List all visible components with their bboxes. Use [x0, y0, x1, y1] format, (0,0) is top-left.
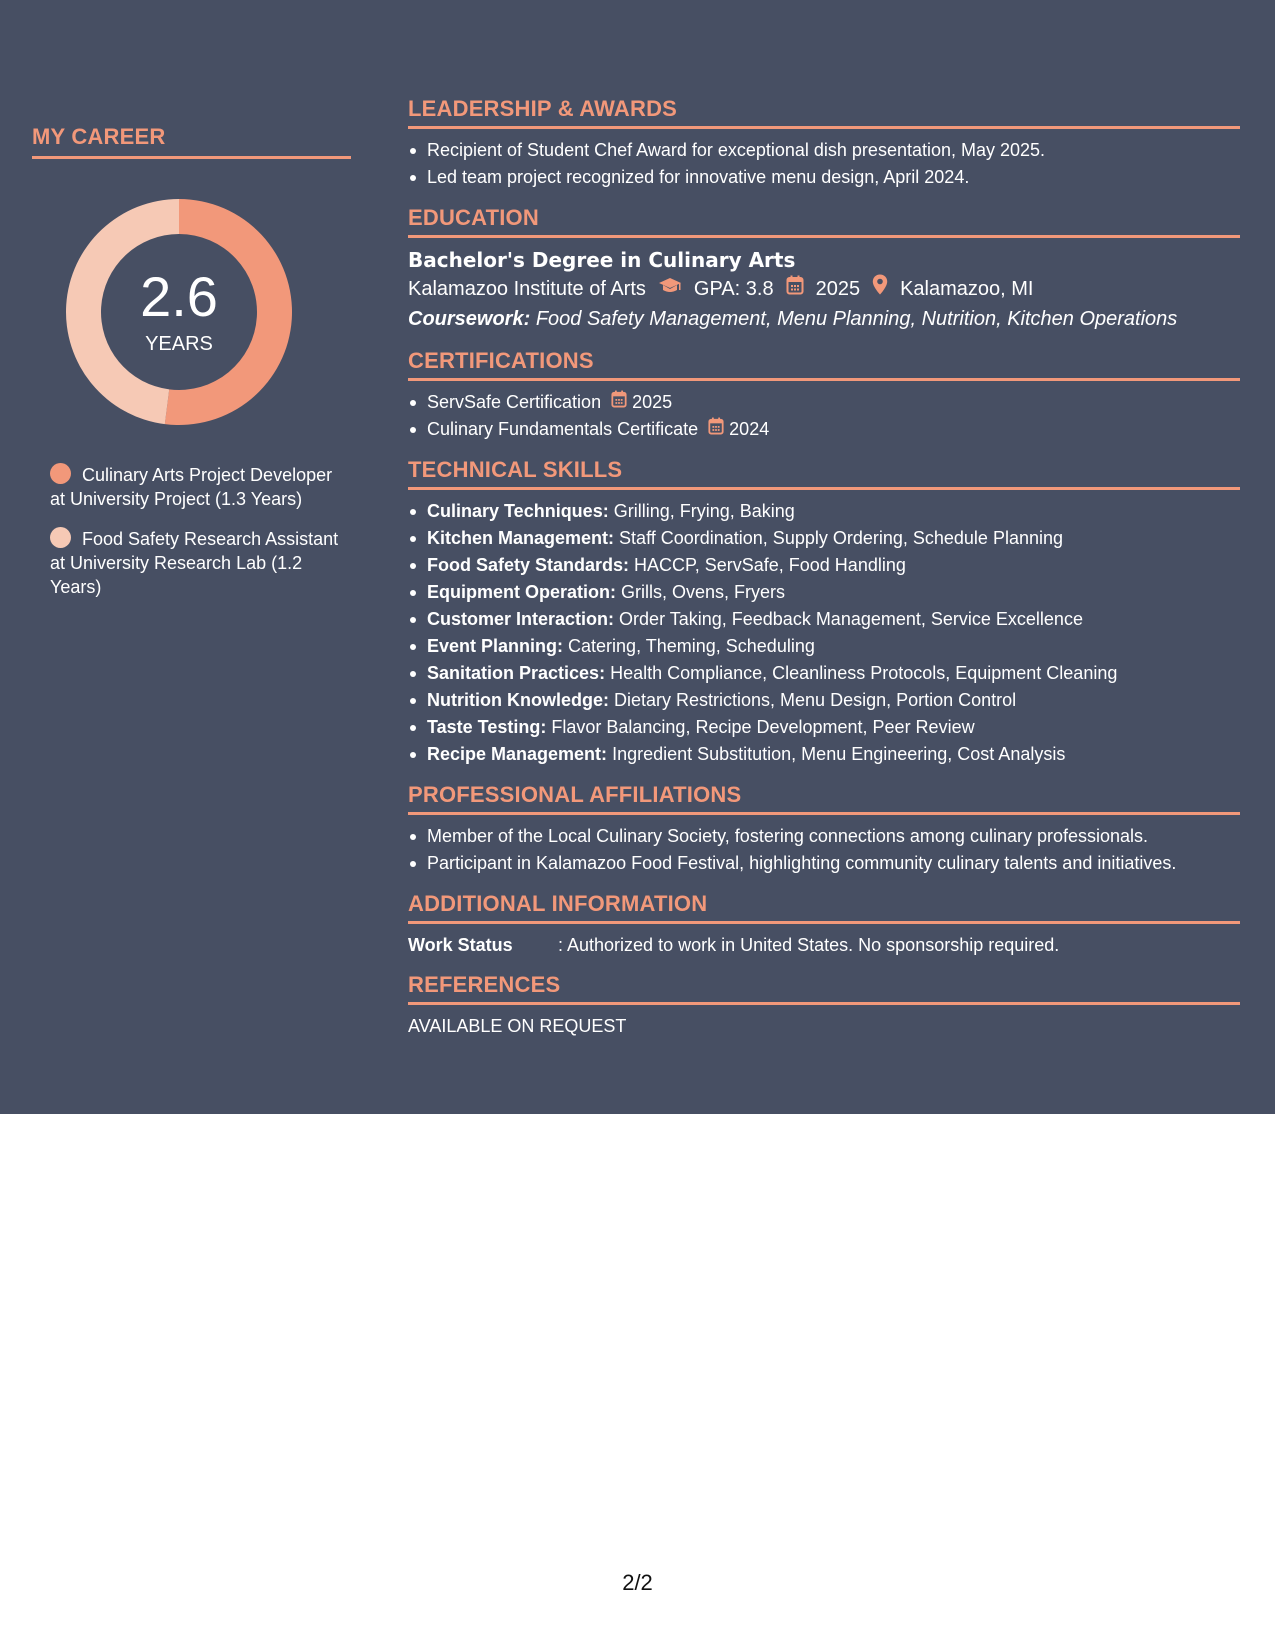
- education-details: [408, 274, 1240, 304]
- work-status-row: [408, 932, 1240, 958]
- skill-value: HACCP, ServSafe, Food Handling: [634, 555, 906, 575]
- skill-value: Flavor Balancing, Recipe Development, Peer Review: [551, 717, 975, 737]
- graduation-cap-icon: [658, 274, 682, 304]
- work-status-value: : Authorized to work in United States. No sponsorship required.: [558, 935, 1060, 955]
- career-legend-label: Food Safety Research Assistant at University Research Lab (1.2 Years): [50, 529, 339, 597]
- skill-label: Food Safety Standards:: [427, 555, 630, 575]
- skill-item: [408, 687, 1240, 714]
- career-legend-label: Culinary Arts Project Developer at University Project (1.3 Years): [50, 465, 333, 509]
- skill-item: [408, 579, 1240, 606]
- total-years-value: 2.6: [140, 265, 218, 328]
- list-item: Recipient of Student Chef Award for exceptional dish presentation, May 2025.: [408, 137, 1240, 164]
- coursework-list: Food Safety Management, Menu Planning, Nutrition, Kitchen Operations: [535, 308, 1178, 330]
- skill-label: Event Planning:: [427, 636, 564, 656]
- skills-section: [408, 457, 1240, 768]
- legend-dot-icon: [50, 527, 71, 548]
- certification-year: 2025: [632, 392, 673, 412]
- skill-label: Nutrition Knowledge:: [427, 690, 609, 710]
- skill-label: Taste Testing:: [427, 717, 547, 737]
- calendar-icon: [786, 274, 804, 304]
- skill-item: [408, 714, 1240, 741]
- calendar-icon: [611, 389, 627, 416]
- skill-item: [408, 633, 1240, 660]
- skill-item: [408, 606, 1240, 633]
- section-title: CERTIFICATIONS: [408, 348, 1240, 381]
- skill-value: Health Compliance, Cleanliness Protocols, Equipment Cleaning: [610, 663, 1118, 683]
- list-item: Participant in Kalamazoo Food Festival, highlighting community culinary talents and initiatives.: [408, 850, 1240, 877]
- career-donut-chart: [64, 197, 294, 427]
- certifications-section: [408, 348, 1240, 443]
- gpa-value: GPA: 3.8: [693, 278, 774, 300]
- skill-label: Recipe Management:: [427, 744, 608, 764]
- skill-item: [408, 525, 1240, 552]
- affiliations-section: [408, 782, 1240, 877]
- page-number: 2/2: [622, 1570, 653, 1595]
- skill-item: [408, 741, 1240, 768]
- school-name: Kalamazoo Institute of Arts: [408, 278, 646, 300]
- school-location: Kalamazoo, MI: [900, 278, 1034, 300]
- map-pin-icon: [872, 274, 888, 304]
- certification-item: [408, 389, 1240, 416]
- skill-item: [408, 660, 1240, 687]
- references-section: [408, 972, 1240, 1039]
- skill-value: Catering, Theming, Scheduling: [568, 636, 815, 656]
- certification-year: 2024: [729, 419, 770, 439]
- skill-value: Dietary Restrictions, Menu Design, Portion Control: [614, 690, 1017, 710]
- skill-value: Grills, Ovens, Fryers: [621, 582, 786, 602]
- skill-label: Kitchen Management:: [427, 528, 615, 548]
- list-item: Member of the Local Culinary Society, fostering connections among culinary professionals.: [408, 823, 1240, 850]
- career-heading: MY CAREER: [32, 124, 351, 159]
- section-title: EDUCATION: [408, 205, 1240, 238]
- skill-value: Staff Coordination, Supply Ordering, Schedule Planning: [619, 528, 1063, 548]
- skill-value: Ingredient Substitution, Menu Engineering, Cost Analysis: [612, 744, 1066, 764]
- career-legend-item: [50, 463, 351, 511]
- certification-item: [408, 416, 1240, 443]
- career-legend-item: [50, 527, 351, 599]
- skill-item: [408, 498, 1240, 525]
- section-title: REFERENCES: [408, 972, 1240, 1005]
- section-title: PROFESSIONAL AFFILIATIONS: [408, 782, 1240, 815]
- certification-name: ServSafe Certification: [427, 392, 602, 412]
- left-column: [32, 124, 351, 615]
- additional-info-section: [408, 891, 1240, 958]
- section-title: ADDITIONAL INFORMATION: [408, 891, 1240, 924]
- list-item: Led team project recognized for innovative menu design, April 2024.: [408, 164, 1240, 191]
- leadership-section: [408, 96, 1240, 191]
- work-status-label: Work Status: [408, 935, 513, 955]
- skill-label: Customer Interaction:: [427, 609, 615, 629]
- coursework-label: Coursework:: [408, 308, 531, 330]
- section-title: TECHNICAL SKILLS: [408, 457, 1240, 490]
- calendar-icon: [708, 416, 724, 443]
- total-years-unit: YEARS: [145, 333, 213, 355]
- degree-name: Bachelor's Degree in Culinary Arts: [408, 248, 796, 272]
- section-title: LEADERSHIP & AWARDS: [408, 96, 1240, 129]
- skill-value: Order Taking, Feedback Management, Service Excellence: [619, 609, 1083, 629]
- skill-value: Grilling, Frying, Baking: [613, 501, 795, 521]
- certification-name: Culinary Fundamentals Certificate: [427, 419, 699, 439]
- education-section: [408, 205, 1240, 334]
- right-column: [408, 96, 1240, 1053]
- career-legend: [32, 463, 351, 599]
- references-text: AVAILABLE ON REQUEST: [408, 1016, 627, 1036]
- graduation-year: 2025: [815, 278, 861, 300]
- skill-item: [408, 552, 1240, 579]
- skill-label: Culinary Techniques:: [427, 501, 609, 521]
- legend-dot-icon: [50, 463, 71, 484]
- skill-label: Equipment Operation:: [427, 582, 616, 602]
- coursework: [408, 304, 1240, 334]
- skill-label: Sanitation Practices:: [427, 663, 606, 683]
